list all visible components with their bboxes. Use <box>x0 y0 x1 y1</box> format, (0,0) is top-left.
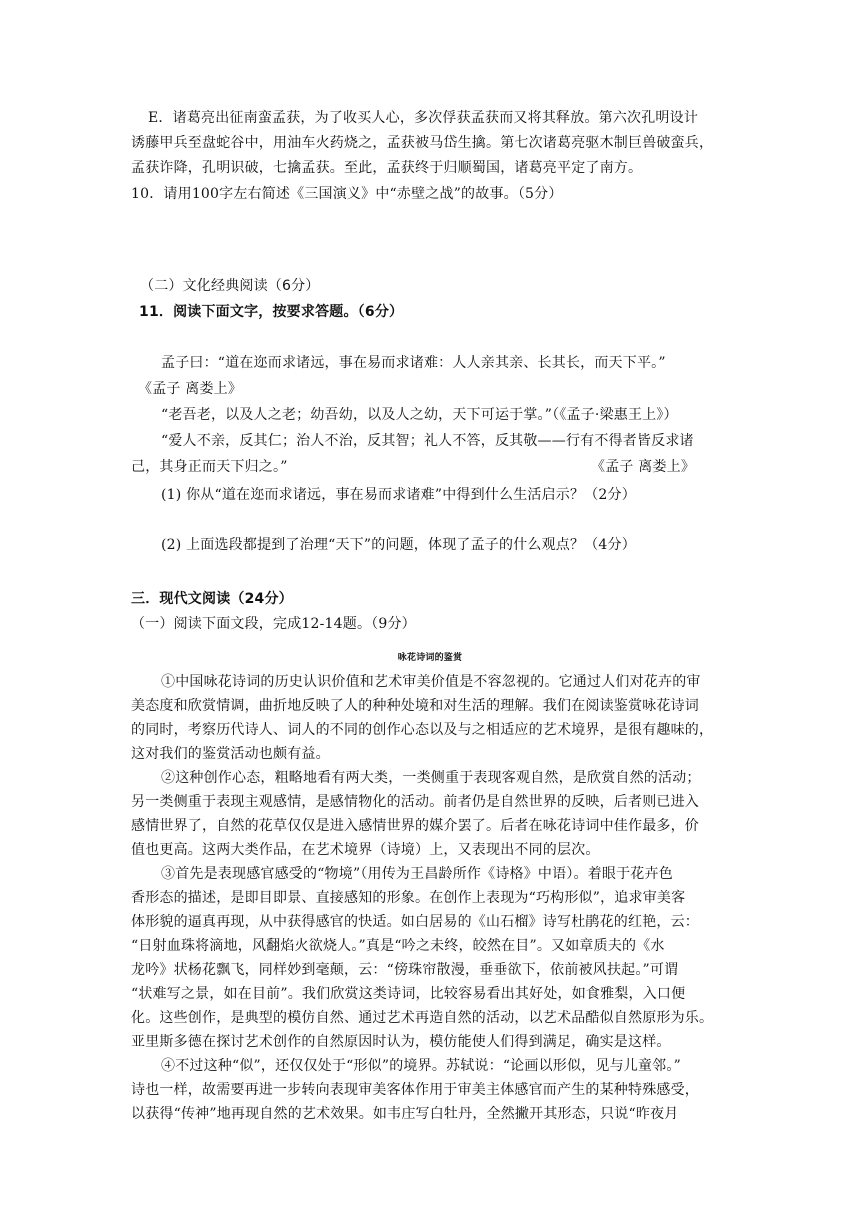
sub-question-1: (1) 你从“道在迩而求诸远，事在易而求诸难”中得到什么生活启示？（2分） <box>161 487 636 503</box>
essay-line: ①中国咏花诗词的历史认识价值和艺术审美价值是不容忽视的。它通过人们对花卉的审 <box>161 674 701 690</box>
option-e-line-3: 孟获诈降，孔明识破，七擒孟获。至此，孟获终于归顺蜀国，诸葛亮平定了南方。 <box>131 160 643 176</box>
essay-line: ④不过这种“似”，还仅仅处于“形似”的境界。苏轼说：“论画以形似，见与儿童邻。” <box>161 1058 681 1074</box>
essay-line: 化。这些创作，是典型的模仿自然、通过艺术再造自然的活动，以艺术品酷似自然原形为乐。 <box>131 1010 714 1026</box>
essay-line: 另一类侧重于表现主观感情，是感情物化的活动。前者仍是自然世界的反映，后者则已进入 <box>131 794 699 810</box>
essay-line: 体形貌的逼真再现，从中获得感官的快适。如白居易的《山石榴》诗写杜鹃花的红艳，云： <box>131 914 699 930</box>
classic-reading-heading: （二）文化经典阅读（6分） <box>140 278 320 294</box>
essay-line: 亚里斯多德在探讨艺术创作的自然原因时认为，模仿能使人们得到满足，确实是这样。 <box>131 1034 671 1050</box>
mencius-quote-2: “老吾老，以及人之老；幼吾幼，以及人之幼，天下可运于掌。”（《孟子·梁惠王上》） <box>161 407 678 423</box>
option-e-line-1: E．诸葛亮出征南蛮孟获，为了收买人心，多次俘获孟获而又将其释放。第六次孔明设计 <box>148 110 699 126</box>
modern-reading-subheading: （一）阅读下面文段，完成12-14题。（9分） <box>131 616 416 632</box>
essay-line: “日射血珠将滴地，风翻焰火欲烧人。”真是“吟之未终，皎然在目”。又如章质夫的《水 <box>131 938 665 954</box>
question-10: 10．请用100字左右简述《三国演义》中“赤壁之战”的故事。（5分） <box>131 186 563 202</box>
mencius-quote-1: 孟子曰：“道在迩而求诸远，事在易而求诸难：人人亲其亲、长其长，而天下平。” <box>161 355 666 371</box>
mencius-source-2: 《孟子 离娄上》 <box>591 459 696 475</box>
mencius-quote-3-cont: 己，其身正而天下归之。” <box>131 459 288 475</box>
essay-line: 这对我们的鉴赏活动也颇有益。 <box>131 746 330 762</box>
essay-line: 香形态的描述，是即目即景、直接感知的形象。在创作上表现为“巧构形似”，追求审美客 <box>131 890 686 906</box>
essay-line: 诗也一样，故需要再进一步转向表现审美客体作用于审美主体感官而产生的某种特殊感受， <box>131 1082 699 1098</box>
essay-line: 龙吟》状杨花飘飞，同样妙到毫颠，云：“傍珠帘散漫，垂垂欲下，依前被风扶起。”可谓 <box>131 962 679 978</box>
mencius-source-1: 《孟子 离娄上》 <box>138 381 243 397</box>
option-e-line-2: 诱藤甲兵至盘蛇谷中，用油车火药烧之，孟获被马岱生擒。第七次诸葛亮驱木制巨兽破蛮兵， <box>131 135 714 151</box>
essay-line: ②这种创作心态，粗略地看有两大类，一类侧重于表现客观自然，是欣赏自然的活动； <box>161 770 701 786</box>
modern-reading-heading: 三．现代文阅读（24分） <box>131 591 293 607</box>
essay-title: 咏花诗词的鉴赏 <box>397 653 463 663</box>
essay-line: 感情世界了，自然的花草仅仅是进入感情世界的媒介罢了。后者在咏花诗词中佳作最多，价 <box>131 818 699 834</box>
essay-line: “状难写之景，如在目前”。我们欣赏这类诗词，比较容易看出其好处，如食雅梨，入口便 <box>131 986 686 1002</box>
essay-line: 的同时，考察历代诗人、词人的不同的创作心态以及与之相适应的艺术境界，是很有趣味的， <box>131 722 714 738</box>
question-11: 11．阅读下面文字，按要求答题。（6分） <box>139 304 404 320</box>
essay-line: 值也更高。这两大类作品，在艺术境界（诗境）上，又表现出不同的层次。 <box>131 842 600 858</box>
essay-line: 以获得“传神”地再现自然的艺术效果。如韦庄写白牡丹，全然撇开其形态，只说“昨夜月 <box>131 1106 679 1122</box>
essay-line: 美态度和欣赏情调，曲折地反映了人的种种处境和对生活的理解。我们在阅读鉴赏咏花诗词 <box>131 698 699 714</box>
mencius-quote-3: “爱人不亲，反其仁；治人不治，反其智；礼人不答，反其敬——行有不得者皆反求诸 <box>161 433 694 449</box>
essay-line: ③首先是表现感官感受的“物境”（用传为王昌龄所作《诗格》中语）。着眼于花卉色 <box>161 866 673 882</box>
sub-question-2: (2) 上面选段都提到了治理“天下”的问题，体现了孟子的什么观点？（4分） <box>161 537 636 553</box>
